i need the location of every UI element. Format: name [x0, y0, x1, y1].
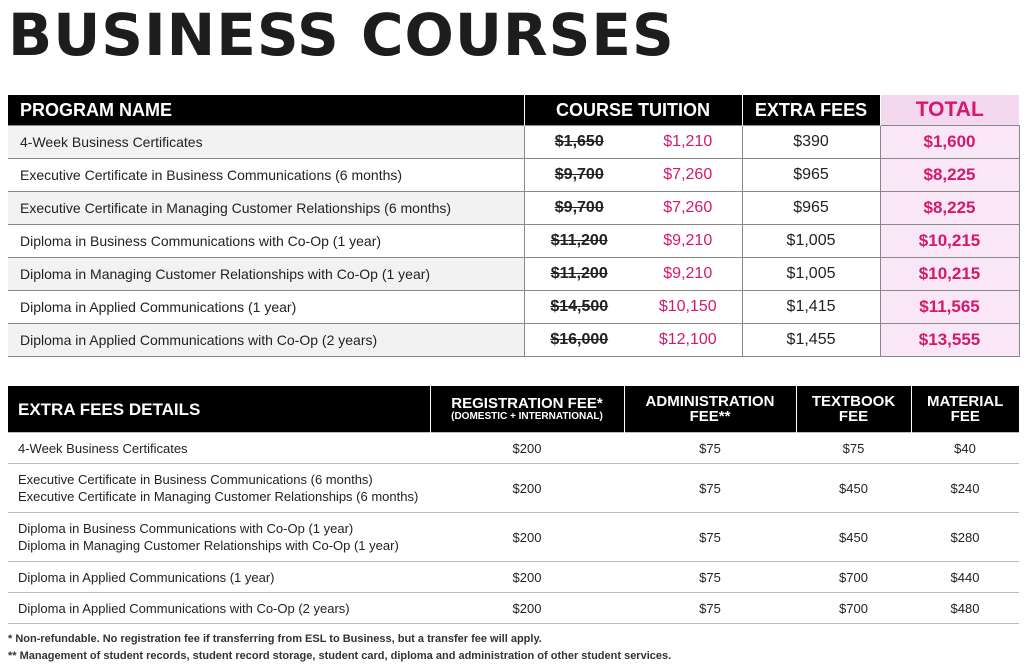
- fees-program-names: [8, 562, 430, 593]
- course-row: [8, 126, 1019, 159]
- footnote-registration: * Non-refundable. No registration fee if transferring from ESL to Business, but a transfer fee will apply.: [8, 633, 542, 645]
- course-name: Diploma in Business Communications with Co-Op (1 year): [8, 225, 524, 258]
- course-total: $8,225: [880, 159, 1019, 192]
- fees-administration: $75: [624, 433, 796, 464]
- course-original-tuition: $14,500: [524, 291, 634, 324]
- course-row: [8, 291, 1019, 324]
- course-row: [8, 324, 1019, 357]
- fees-material: $240: [911, 464, 1019, 513]
- fees-material: $440: [911, 562, 1019, 593]
- course-row: [8, 258, 1019, 291]
- fees-registration: $200: [430, 464, 624, 513]
- header-registration-fee-sub: (DOMESTIC + INTERNATIONAL): [451, 410, 603, 422]
- course-row: [8, 192, 1019, 225]
- fees-row: [8, 562, 1019, 593]
- extra-fees-table: [8, 386, 1019, 624]
- course-extra-fees: $1,415: [742, 291, 880, 324]
- header-material-fee: [911, 386, 1019, 433]
- header-material-line2: FEE: [950, 408, 980, 425]
- header-admin-line1: ADMINISTRATION: [645, 393, 775, 410]
- course-total: $13,555: [880, 324, 1019, 357]
- course-original-tuition: $1,650: [524, 126, 634, 159]
- courses-table: [8, 95, 1020, 357]
- fees-textbook: $75: [796, 433, 911, 464]
- course-original-tuition: $9,700: [524, 192, 634, 225]
- course-original-tuition: $11,200: [524, 258, 634, 291]
- fees-textbook: $450: [796, 513, 911, 562]
- course-extra-fees: $1,005: [742, 258, 880, 291]
- course-row: [8, 159, 1019, 192]
- fees-textbook: $700: [796, 562, 911, 593]
- page-title: BUSINESS COURSES: [8, 1, 675, 69]
- course-row: [8, 225, 1019, 258]
- course-discounted-tuition: $1,210: [634, 126, 742, 159]
- fees-program-names: [8, 513, 430, 562]
- fees-row: [8, 593, 1019, 624]
- course-name: 4-Week Business Certificates: [8, 126, 524, 159]
- courses-header-row: [8, 95, 1019, 126]
- fees-administration: $75: [624, 464, 796, 513]
- fees-program-names: [8, 464, 430, 513]
- fees-material: $480: [911, 593, 1019, 624]
- fees-program-name: Diploma in Applied Communications (1 year): [18, 569, 275, 585]
- header-textbook-line1: TEXTBOOK: [811, 393, 896, 410]
- fees-administration: $75: [624, 562, 796, 593]
- course-discounted-tuition: $9,210: [634, 258, 742, 291]
- fees-program-name: Executive Certificate in Business Communications (6 months): [18, 472, 373, 487]
- course-extra-fees: $965: [742, 159, 880, 192]
- course-total: $10,215: [880, 225, 1019, 258]
- header-admin-line2: FEE**: [689, 408, 731, 425]
- footnote-administration: ** Management of student records, student record storage, student card, diploma and administration of other student services.: [8, 650, 672, 662]
- fees-registration: $200: [430, 562, 624, 593]
- fees-textbook: $450: [796, 464, 911, 513]
- fees-header-row: [8, 386, 1019, 433]
- fees-program-name: Diploma in Applied Communications with Co-Op (2 years): [18, 600, 350, 616]
- course-name: Executive Certificate in Managing Customer Relationships (6 months): [8, 192, 524, 225]
- header-registration-fee-label: REGISTRATION FEE*: [451, 394, 603, 412]
- header-program-name: PROGRAM NAME: [8, 95, 524, 126]
- course-original-tuition: $11,200: [524, 225, 634, 258]
- course-discounted-tuition: $7,260: [634, 192, 742, 225]
- header-administration-fee: [624, 386, 796, 433]
- course-original-tuition: $9,700: [524, 159, 634, 192]
- course-discounted-tuition: $7,260: [634, 159, 742, 192]
- course-name: Diploma in Applied Communications with Co-Op (2 years): [8, 324, 524, 357]
- course-total: $8,225: [880, 192, 1019, 225]
- fees-textbook: $700: [796, 593, 911, 624]
- fees-program-names: [8, 433, 430, 464]
- header-textbook-fee: [796, 386, 911, 433]
- fees-registration: $200: [430, 593, 624, 624]
- course-extra-fees: $1,005: [742, 225, 880, 258]
- course-extra-fees: $965: [742, 192, 880, 225]
- fees-program-name-secondary: Executive Certificate in Managing Customer Relationships (6 months): [18, 489, 419, 504]
- course-original-tuition: $16,000: [524, 324, 634, 357]
- course-extra-fees: $390: [742, 126, 880, 159]
- fees-registration: $200: [430, 513, 624, 562]
- course-discounted-tuition: $10,150: [634, 291, 742, 324]
- header-textbook-line2: FEE: [838, 408, 869, 425]
- fees-administration: $75: [624, 513, 796, 562]
- fees-program-name: 4-Week Business Certificates: [18, 440, 188, 456]
- fees-administration: $75: [624, 593, 796, 624]
- course-total: $10,215: [880, 258, 1019, 291]
- fees-material: $40: [911, 433, 1019, 464]
- fees-row: [8, 464, 1019, 513]
- course-extra-fees: $1,455: [742, 324, 880, 357]
- course-name: Diploma in Managing Customer Relationships with Co-Op (1 year): [8, 258, 524, 291]
- fees-row: [8, 513, 1019, 562]
- course-discounted-tuition: $12,100: [634, 324, 742, 357]
- header-registration-fee: [430, 386, 624, 433]
- course-discounted-tuition: $9,210: [634, 225, 742, 258]
- header-extra-fees: EXTRA FEES: [742, 95, 880, 126]
- fees-program-names: [8, 593, 430, 624]
- header-total: TOTAL: [880, 95, 1019, 126]
- header-course-tuition: COURSE TUITION: [524, 95, 742, 126]
- fees-row: [8, 433, 1019, 464]
- course-total: $11,565: [880, 291, 1019, 324]
- course-name: Executive Certificate in Business Communications (6 months): [8, 159, 524, 192]
- course-name: Diploma in Applied Communications (1 year): [8, 291, 524, 324]
- fees-program-name: Diploma in Business Communications with Co-Op (1 year): [18, 521, 354, 536]
- header-material-line1: MATERIAL: [927, 393, 1004, 410]
- course-total: $1,600: [880, 126, 1019, 159]
- header-extra-fees-details: EXTRA FEES DETAILS: [8, 386, 430, 433]
- fees-registration: $200: [430, 433, 624, 464]
- fees-program-name-secondary: Diploma in Managing Customer Relationships with Co-Op (1 year): [18, 538, 399, 553]
- fees-material: $280: [911, 513, 1019, 562]
